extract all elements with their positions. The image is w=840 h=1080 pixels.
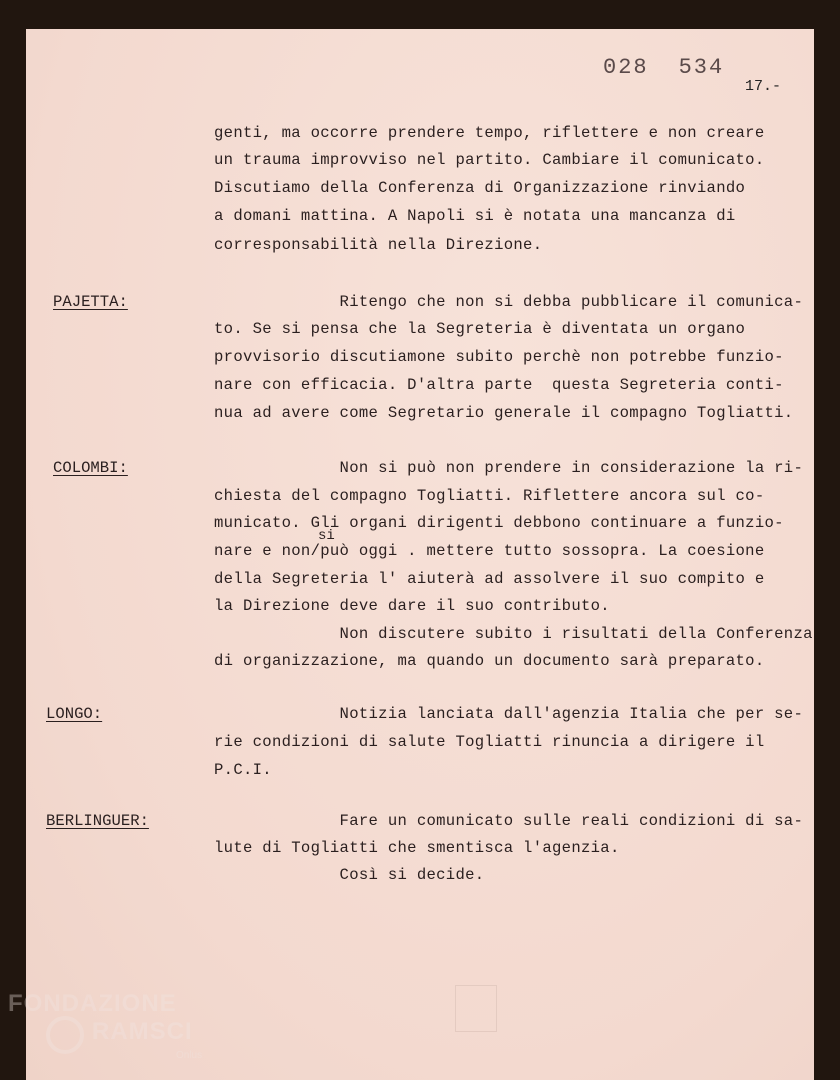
speech-line: nua ad avere come Segretario generale il compagno Togliatti. — [214, 404, 794, 422]
intro-line: Discutiamo della Conferenza di Organizzazione rinviando — [214, 179, 746, 197]
speech-line: della Segreteria l' aiuterà ad assolvere il suo compito e — [214, 570, 765, 588]
watermark-logo — [8, 990, 203, 1061]
page-number: 17.- — [745, 78, 782, 95]
speech-line: rie condizioni di salute Togliatti rinuncia a dirigere il — [214, 733, 765, 751]
speaker-longo: LONGO: — [46, 705, 103, 723]
speech-line: Notizia lanciata dall'agenzia Italia che per se- — [214, 705, 804, 723]
speech-line: nare e non/può oggi . mettere tutto sossopra. La coesione — [214, 542, 765, 560]
faint-print-mark — [455, 985, 497, 1032]
speech-line: Non discutere subito i risultati della Conferenza — [214, 625, 813, 643]
speech-line: to. Se si pensa che la Segreteria è diventata un organo — [214, 320, 746, 338]
watermark-line-3: Onlus — [176, 1050, 203, 1061]
speaker-berlinguer: BERLINGUER: — [46, 812, 149, 830]
speech-line: Ritengo che non si debba pubblicare il comunica- — [214, 293, 804, 311]
speech-line: municato. Gli organi dirigenti debbono continuare a funzio- — [214, 514, 784, 532]
speech-line: la Direzione deve dare il suo contributo. — [214, 597, 610, 615]
speech-line: lute di Togliatti che smentisca l'agenzia. — [214, 839, 620, 857]
speaker-colombi: COLOMBI: — [53, 459, 128, 477]
speaker-pajetta: PAJETTA: — [53, 293, 128, 311]
speech-line: P.C.I. — [214, 761, 272, 779]
stamp-number-2: 534 — [678, 55, 725, 80]
speech-line: provvisorio discutiamone subito perchè non potrebbe funzio- — [214, 348, 784, 366]
watermark-g-icon — [46, 1016, 84, 1054]
speech-line: Così si decide. — [214, 866, 485, 884]
intro-line: a domani mattina. A Napoli si è notata una mancanza di — [214, 207, 736, 225]
intro-line: corresponsabilità nella Direzione. — [214, 236, 543, 254]
stamp-number-1: 028 — [603, 55, 649, 80]
archive-stamp — [603, 55, 754, 80]
speech-line: nare con efficacia. D'altra parte questa Segreteria conti- — [214, 376, 784, 394]
handwritten-insertion: si — [318, 528, 335, 544]
intro-line: genti, ma occorre prendere tempo, riflettere e non creare — [214, 124, 765, 142]
speech-line: di organizzazione, ma quando un documento sarà preparato. — [214, 652, 765, 670]
speech-line: Fare un comunicato sulle reali condizioni di sa- — [214, 812, 804, 830]
speech-line: Non si può non prendere in considerazione la ri- — [214, 459, 804, 477]
watermark-line-2: RAMSCI — [92, 1018, 193, 1045]
watermark-line-1: FONDAZIONE — [8, 990, 177, 1017]
intro-line: un trauma improvviso nel partito. Cambiare il comunicato. — [214, 151, 765, 169]
speech-line: chiesta del compagno Togliatti. Riflettere ancora sul co- — [214, 487, 765, 505]
